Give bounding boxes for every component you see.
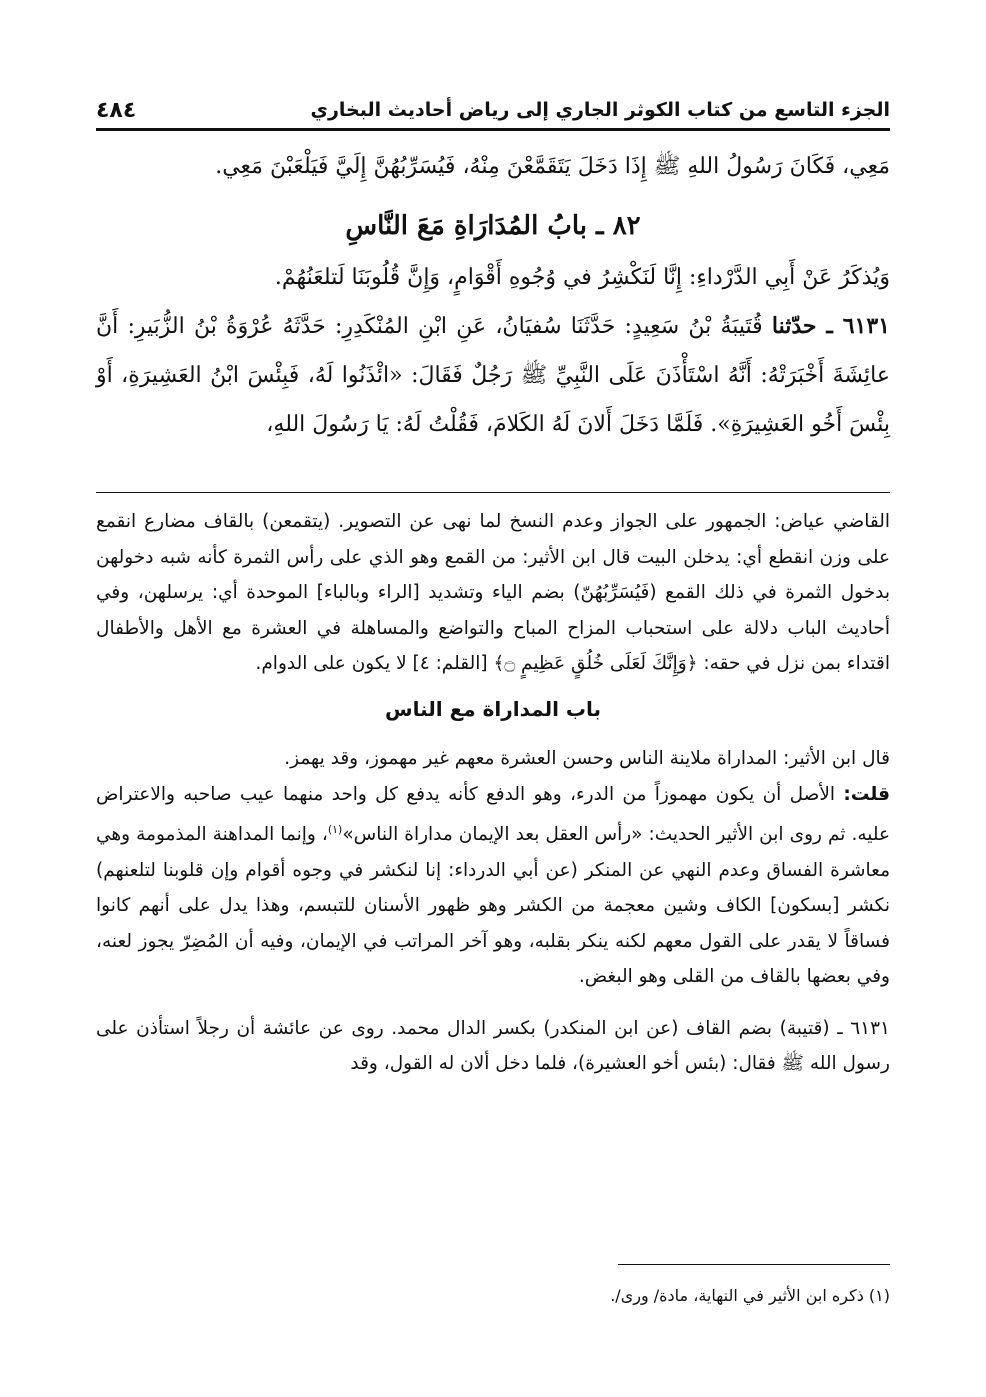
footnote: (١) ذكره ابن الأثير في النهاية، مادة/ ورى/. <box>610 1286 890 1305</box>
footnote-rule <box>618 1264 890 1265</box>
commentary-text: ، وإنما المداهنة المذمومة وهي معاشرة الفساق وعدم النهي عن المنكر (عن أبي الدرداء: إنا لنكشر في وجوه أقوام وإن قلوبنا لتلعنهم) نكشر [بسكون] الكاف وشين معجمة من الكشر وهو ظهور الأسنان للتبسم، وهذا يدل على أنهم كانوا فساقاً لا يقدر على القول معهم لكنه ينكر بقلبه، وهو آخر المراتب في الإيمان، وفيه أن المُضِرّ يجوز لعنه، وفي بعضها بالقاف من القلى وهو البغض. <box>96 824 890 988</box>
commentary-paragraph: ٦١٣١ ـ (قتيبة) بضم القاف (عن ابن المنكدر) بكسر الدال محمد. روى عن عائشة أن رجلاً استأذن على رسول الله ﷺ فقال: (بئس أخو العشيرة)، فلما دخل ألان له القول، وقد <box>96 1017 890 1075</box>
commentary-section-title: باب المداراة مع الناس <box>384 696 602 721</box>
paragraph-gap <box>96 995 890 1011</box>
hadith-number: ٦١٣١ ـ حدّثنا <box>771 313 890 339</box>
qultu-label: قلت: <box>843 783 890 805</box>
commentary-paragraph: قال ابن الأثير: المداراة ملاينة الناس وحسن العشرة معهم غير مهموز، وقد يهمز. <box>284 748 890 769</box>
running-title: الجزء التاسع من كتاب الكوثر الجاري إلى رياض أحاديث البخاري <box>310 99 890 121</box>
commentary-text: الأصل أن يكون مهموزاً من الدرء، وهو الدفع كأنه يدفع كل واحد منهما عيب صاحبه والاعتراض عليه. ثم روى ابن الأثير الحديث: «رأس العقل بعد الإيمان مداراة الناس» <box>96 783 890 846</box>
commentary-paragraph: القاضي عياض: الجمهور على الجواز وعدم النسخ لما نهى عن التصوير. (يتقمعن) بالقاف مضارع انقمع على وزن انقطع أي: يدخلن البيت قال ابن الأثير: من القمع وهو الذي على رأس الثمرة كأنه شبه دخولهن بدخول الثمرة في ذلك القمع (فَيُسَرِّبُهُنّ) بضم الياء وتشديد [الراء وبالباء] الموحدة أي: يرسلهن، وفي أحاديث الباب دلالة على استحباب المزاح المباح والتواضع والمساهلة في العشرة مع الأهل والأطفال اقتداء بمن نزل في حقه: ﴿وَإِنَّكَ لَعَلَى خُلُقٍ عَظِيمٍ ۝﴾ [القلم: ٤] لا يكون على الدوام. <box>96 511 890 674</box>
hadith-body: قُتَيبَةُ بْنُ سَعِيدٍ: حَدَّثَنَا سُفيَانُ، عَنِ ابْنِ المُنْكَدِرِ: حَدَّثَهُ عُرْوَةُ بْنُ الزُّبَيرِ: أَنَّ عائِشَةَ أَخْبَرَتْهُ: أَنَّهُ اسْتَأْذَنَ عَلَى النَّبِيِّ ﷺ رَجُلٌ فَقَالَ: «ائْذَنُوا لَهُ، فَبِئْسَ ابْنُ العَشِيرَةِ، أَوْ بِئْسَ أَخُو العَشِيرَةِ». فَلَمَّا دَخَلَ أَلانَ لَهُ الكَلامَ، فَقُلْتُ لَهُ: يَا رَسُولَ اللهِ، <box>96 314 890 437</box>
athar-text: وَيُذكَرُ عَنْ أَبِي الدَّرْداءِ: إِنَّا لَنَكْشِرُ في وُجُوهِ أَقْوَامٍ، وَإِنَّ قُلُوبَنَا لَتلعَنُهُمْ. <box>274 265 890 290</box>
hadith-continuation: مَعِي، فَكَانَ رَسُولُ اللهِ ﷺ إِذَا دَخَلَ يَتَقَمَّعْنَ مِنْهُ، فَيُسَرِّبُهُنَّ إِلَيَّ فَيَلْعَبْنَ مَعِي. <box>215 154 890 179</box>
footnote-reference[interactable]: (١) <box>327 823 343 836</box>
running-header <box>96 92 890 131</box>
separator-rule <box>96 492 890 493</box>
page-number: ٤٨٤ <box>96 97 137 123</box>
chapter-title: ٨٢ ـ بابُ المُدَارَاةِ مَعَ النَّاسِ <box>345 211 641 241</box>
hadith-text-block <box>96 142 890 449</box>
hadith-6131 <box>96 302 890 449</box>
commentary-paragraph <box>96 777 890 995</box>
commentary-block <box>96 504 890 1082</box>
